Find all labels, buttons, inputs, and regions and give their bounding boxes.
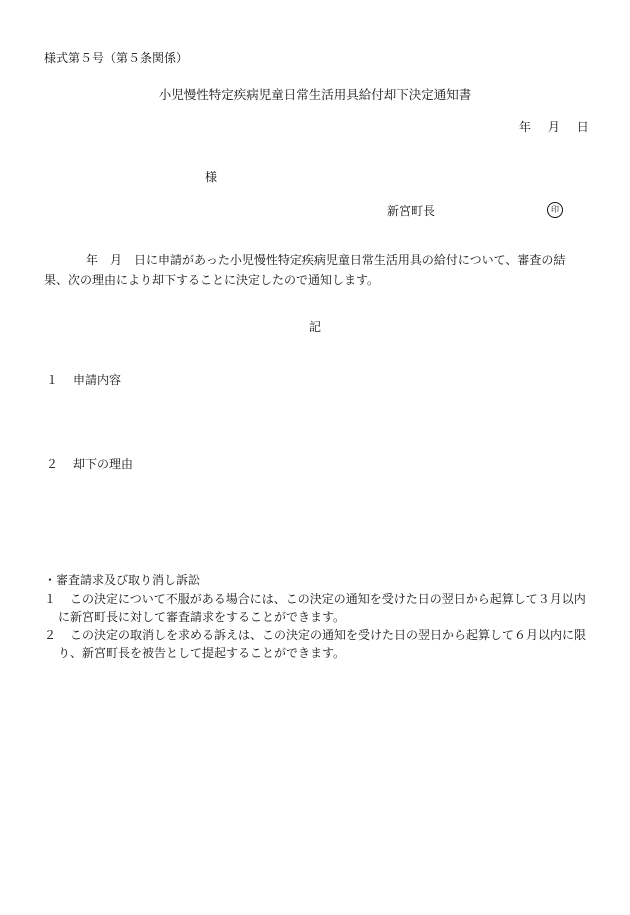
notice-item	[44, 626, 589, 662]
section-label: 却下の理由	[73, 457, 134, 471]
addressee-suffix: 様	[205, 170, 218, 184]
document-title: 小児慢性特定疾病児童日常生活用具給付却下決定通知書	[158, 87, 472, 102]
notice-text: この決定の取消しを求める訴えは、この決定の通知を受けた日の翌日から起算して６月以内に限り、新宮町長を被告として提起することができます。	[58, 628, 587, 660]
notice-number: ２	[44, 628, 57, 642]
notice-text: この決定について不服がある場合には、この決定の通知を受けた日の翌日から起算して３月以内に新宮町長に対して審査請求をすることができます。	[58, 592, 586, 624]
date-day: 日	[576, 120, 589, 134]
notice-heading: ・審査請求及び取り消し訴訟	[44, 573, 201, 587]
ki-marker: 記	[308, 320, 321, 334]
notice-number: １	[44, 592, 57, 606]
date-year: 年	[519, 120, 532, 134]
body-paragraph	[44, 250, 589, 290]
section-number: ２	[46, 457, 59, 471]
section-number: １	[46, 373, 59, 387]
seal-icon: 印	[547, 202, 563, 218]
notice-item	[44, 590, 589, 626]
body-text: 年 月 日に申請があった小児慢性特定疾病児童日常生活用具の給付について、審査の結果、次の理由により却下することに決定したので通知します。	[44, 253, 566, 287]
section-application-content	[46, 374, 121, 386]
issuer-name: 新宮町長	[387, 204, 436, 218]
date-line	[519, 121, 589, 133]
section-label: 申請内容	[73, 373, 122, 387]
section-rejection-reason	[46, 458, 133, 470]
form-number: 様式第５号（第５条関係）	[44, 51, 189, 65]
date-month: 月	[547, 120, 560, 134]
